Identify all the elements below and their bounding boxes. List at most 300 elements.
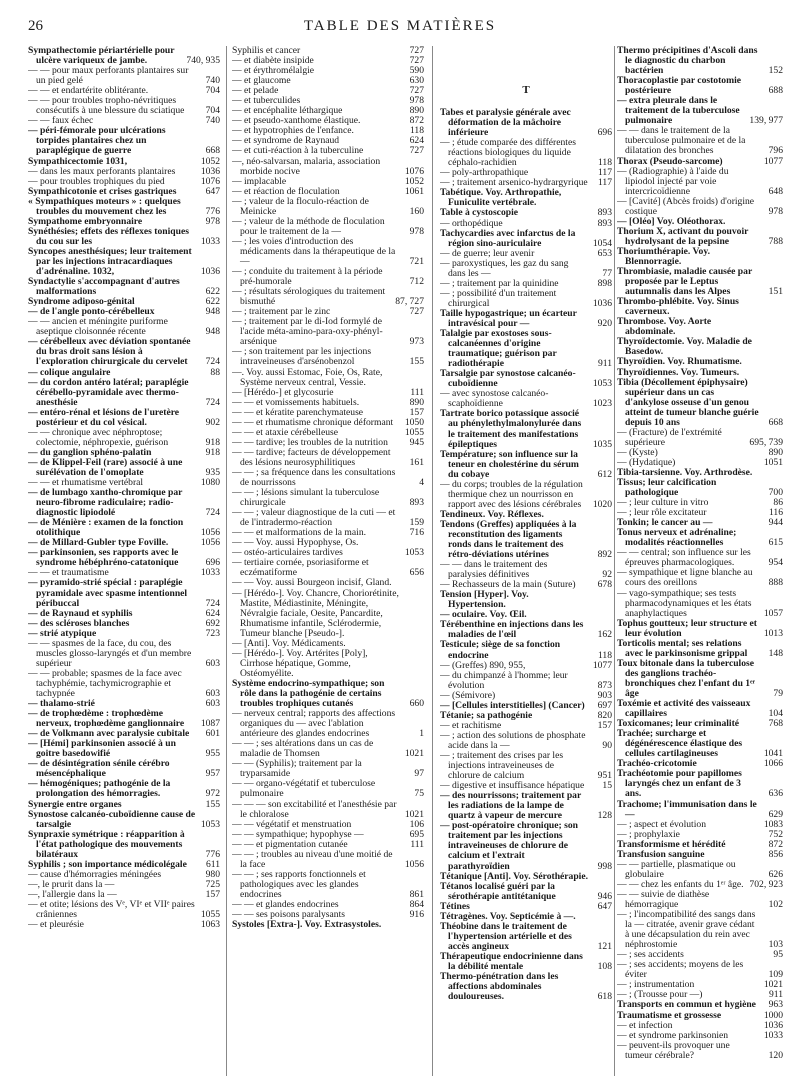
index-entry <box>440 389 612 409</box>
index-entry <box>617 267 783 297</box>
page-number: 26 <box>28 18 43 34</box>
index-entry <box>28 900 220 920</box>
entry-page-ref: 612 <box>597 468 612 480</box>
entry-page-ref: 873 <box>597 679 612 691</box>
entry-page-ref: 116 <box>768 507 783 519</box>
index-entry <box>617 337 783 357</box>
entry-text: — ; étude comparée des différentes réactions biologiques du liquide céphalo-rachidien <box>440 137 576 169</box>
entry-page-ref: 1056 <box>200 527 220 539</box>
entry-page-ref: 700 <box>768 487 783 499</box>
entry-page-ref: 1033 <box>763 1029 783 1041</box>
index-entry <box>617 659 783 699</box>
entry-text: Tibia-tarsienne. Voy. Arthrodèse. <box>617 466 753 478</box>
entry-text: — et pleurésie <box>28 919 84 931</box>
entry-text: — — et malformations de la main. <box>232 527 367 539</box>
entry-text: — et glaucome <box>232 75 291 87</box>
entry-page-ref: 86 <box>773 497 783 509</box>
entry-page-ref: 139, 977 <box>749 115 783 127</box>
entry-text: — [Hérédo-] et glycosurie <box>232 386 334 398</box>
entry-page-ref: 721 <box>409 255 424 267</box>
index-entry <box>617 247 783 267</box>
entry-text: — et syndrome parkinsonien <box>617 1029 729 1041</box>
entry-page-ref: 626 <box>768 868 783 880</box>
index-entry <box>232 589 424 639</box>
index-entry <box>440 309 612 329</box>
entry-text: Tonus nerveux et adrénaline; modalités réactionnelles <box>617 527 737 549</box>
index-entry <box>617 126 783 156</box>
entry-page-ref: 1077 <box>763 155 783 167</box>
entry-text: — — faux échec <box>28 115 94 127</box>
entry-text: — [Hémi] parkinsonien associé à un goitre basedowifié <box>28 738 176 760</box>
entry-page-ref: 1054 <box>592 237 612 249</box>
entry-text: — poly-arthropathique <box>440 167 529 179</box>
entry-page-ref: 118 <box>597 157 612 169</box>
section-letter: T <box>522 84 530 96</box>
entry-text: — et infection <box>617 1019 673 1031</box>
entry-text: — nerveux central; rapports des affections organiques du — avec l'ablation antérieure des glandes endocrines <box>232 708 396 740</box>
entry-page-ref: 118 <box>409 125 424 137</box>
entry-text: Thyroïdiennes. Voy. Tumeurs. <box>617 366 740 378</box>
entry-page-ref: 776 <box>205 848 220 860</box>
entry-page-ref: 15 <box>602 780 612 792</box>
entry-text: — post-opératoire chronique; son traitement par les injections intraveineuses de chlorure de calcium et l'extrait parathyroïdien <box>440 820 578 872</box>
index-entry <box>28 227 220 247</box>
entry-text: — ; prophylaxie <box>617 828 680 840</box>
index-entry <box>440 972 612 1002</box>
entry-page-ref: 601 <box>205 728 220 740</box>
entry-page-ref: 1056 <box>200 537 220 549</box>
index-entry <box>617 960 783 980</box>
entry-text: — et pseudo-xanthome élastique. <box>232 115 361 127</box>
entry-text: — péri-fémorale pour ulcérations torpides plantaires chez un paraplégique de guerre <box>28 125 166 157</box>
entry-page-ref: 647 <box>205 185 220 197</box>
entry-text: Thérapeutique endocrinienne dans la débilité mentale <box>440 950 583 972</box>
entry-page-ref: 963 <box>768 999 783 1011</box>
entry-text: — ; possibilité d'un traitement chirurgical <box>440 287 557 309</box>
index-entry <box>617 910 783 950</box>
column-divider <box>614 46 615 1076</box>
entry-text: — ostéo-articulaires tardives <box>232 547 343 559</box>
entry-page-ref: 624 <box>205 607 220 619</box>
entry-page-ref: 704 <box>205 105 220 117</box>
index-entry <box>440 480 612 510</box>
entry-page-ref: 724 <box>205 396 220 408</box>
entry-page-ref: 148 <box>768 647 783 659</box>
entry-text: — — ; sa fréquence dans les consultations de nourrissons <box>232 466 396 489</box>
entry-text: — — et kératite parenchymateuse <box>232 406 364 418</box>
entry-text: Synéthésies; effets des réflexes toniques du cou sur les <box>28 225 189 247</box>
index-column-1 <box>28 46 220 1076</box>
entry-text: Toxicomanes; leur criminalité <box>617 718 740 730</box>
entry-text: Thoracoplastie par costotomie postérieure <box>617 75 741 97</box>
entry-text: — — pour maux perforants plantaires sur un pied gelé <box>28 65 189 87</box>
page-header <box>28 18 772 40</box>
entry-page-ref: 161 <box>409 456 424 468</box>
entry-page-ref: 725 <box>205 878 220 890</box>
entry-text: — paroxystiques, les gaz du sang dans les — <box>440 257 569 279</box>
entry-page-ref: 1021 <box>404 748 424 760</box>
entry-text: Tendons (Greffes) appliquées à la reconstitution des ligaments ronds dans le traitement des rétro-déviations utérines <box>440 518 577 561</box>
entry-text: — — ancien et méningite puriforme aseptique cloisonnée récente <box>28 316 168 338</box>
entry-page-ref: 603 <box>205 698 220 710</box>
entry-text: Thyroïdien. Voy. Rhumatisme. <box>617 356 742 368</box>
entry-text: Trachome; l'immunisation dans le — <box>617 798 757 820</box>
entry-text: — et tuberculides <box>232 95 301 107</box>
index-entry <box>440 731 612 751</box>
index-entry <box>440 108 612 138</box>
index-entry <box>28 810 220 830</box>
column-divider <box>432 46 433 1076</box>
entry-page-ref: 724 <box>205 356 220 368</box>
index-entry <box>28 458 220 478</box>
entry-text: — — et ataxie cérébelleuse <box>232 426 339 438</box>
entry-text: — et pelade <box>232 85 279 97</box>
entry-page-ref: 916 <box>409 909 424 921</box>
entry-text: — — tardive; facteurs de développement des lésions neurosyphilitiques <box>232 446 391 468</box>
entry-page-ref: 902 <box>205 416 220 428</box>
entry-page-ref: 648 <box>768 185 783 197</box>
index-entry <box>617 428 783 448</box>
entry-page-ref: 1051 <box>763 456 783 468</box>
entry-page-ref: 75 <box>414 788 424 800</box>
entry-text: Tibia (Décollement épiphysaire) supérieur dans un cas d'ankylose osseuse d'un genou atteint de tumeur blanche guérie depuis 10 ans <box>617 376 759 428</box>
index-entry <box>28 830 220 860</box>
index-entry <box>232 850 424 870</box>
index-entry <box>28 277 220 297</box>
index-entry <box>617 890 783 910</box>
entry-page-ref: 1055 <box>200 909 220 921</box>
entry-page-ref: 695 <box>409 828 424 840</box>
entry-text: — — ; ses altérations dans un cas de maladie de Thomsen <box>232 738 374 760</box>
entry-text: Taille hypogastrique; un écarteur intravésical pour — <box>440 307 577 329</box>
entry-text: —, néo-salvarsan, malaria, association morbide nocive <box>232 155 381 177</box>
entry-text: — peuvent-ils provoquer une tumeur cérébrale? <box>617 1039 730 1061</box>
entry-text: — [Oléo] Voy. Oléothorax. <box>617 215 726 227</box>
entry-page-ref: 716 <box>409 527 424 539</box>
entry-page-ref: 723 <box>205 627 220 639</box>
entry-text: Tendineux. Voy. Réflexes. <box>440 508 544 520</box>
entry-page-ref: 653 <box>597 247 612 259</box>
entry-page-ref: 87, 727 <box>395 296 424 308</box>
entry-text: Traumatisme et grossesse <box>617 1009 722 1021</box>
entry-text: Thrombo-phlébite. Voy. Sinus caverneux. <box>617 296 739 318</box>
entry-text: — (Radiographie) à l'aide du lipiodol injecté par voie intercricoïdienne <box>617 165 729 197</box>
entry-page-ref: 611 <box>205 858 220 870</box>
entry-page-ref: 1083 <box>763 818 783 830</box>
entry-text: — ; action des solutions de phosphate acide dans la — <box>440 729 586 751</box>
entry-text: — — chronique avec néphroptose; colectomie, néphropexie, guérison <box>28 426 169 448</box>
entry-text: Systoles [Extra-]. Voy. Extrasystoles. <box>232 919 382 931</box>
entry-text: — et syndrome de Raynaud <box>232 135 340 147</box>
entry-page-ref: 944 <box>768 517 783 529</box>
entry-text: — extra pleurale dans le traitement de la tuberculose pulmonaire <box>617 95 740 127</box>
entry-page-ref: 892 <box>597 549 612 561</box>
index-entry <box>440 188 612 208</box>
entry-page-ref: 1023 <box>592 398 612 410</box>
entry-text: — pyramido-strié spécial : paraplégie pyramidale avec spasme intentionnel péribuccal <box>28 577 188 609</box>
entry-text: Talalgie par exostoses sous-calcanéennes d'origine traumatique; guérison par radiothérapie <box>440 328 557 370</box>
entry-text: — et diabète insipide <box>232 55 314 67</box>
entry-text: — et cuti-réaction à la tuberculine <box>232 145 364 157</box>
entry-text: — — et traumatisme <box>28 567 109 579</box>
entry-page-ref: 890 <box>409 105 424 117</box>
entry-text: — et érythromélalgie <box>232 65 315 77</box>
entry-text: — ; traitement par le zinc <box>232 306 331 318</box>
index-entry <box>28 779 220 799</box>
entry-page-ref: 893 <box>409 497 424 509</box>
entry-text: — du chimpanzé à l'homme; leur évolution <box>440 669 568 691</box>
entry-text: — — suivie de diathèse hémorragique <box>617 888 710 910</box>
index-entry <box>440 138 612 168</box>
entry-text: — ; traitement arsenico-hydrargyrique <box>440 177 588 189</box>
index-entry <box>232 197 424 217</box>
entry-page-ref: 90 <box>602 739 612 751</box>
entry-text: Transformisme et hérédité <box>617 838 726 850</box>
index-entry <box>440 450 612 480</box>
entry-text: Tophus goutteux; leur structure et leur évolution <box>617 617 758 639</box>
entry-text: — pour troubles trophiques du pied <box>28 175 165 187</box>
entry-text: Trachéo-cricotomie <box>617 758 697 770</box>
entry-text: — strié atypique <box>28 627 97 639</box>
entry-text: — thalamo-strié <box>28 698 95 710</box>
entry-text: — (Kyste) <box>617 446 658 458</box>
entry-page-ref: 159 <box>409 517 424 529</box>
index-entry <box>440 590 612 610</box>
entry-page-ref: 888 <box>768 577 783 589</box>
entry-text: — de lumbago xantho-chromique par neuro-fibrome radiculaire; radio-diagnostic lipiodolé <box>28 487 183 519</box>
column-divider <box>226 46 227 1076</box>
index-entry <box>232 508 424 528</box>
entry-text: — entéro-rénal et lésions de l'uretère postérieur et du col vésical. <box>28 406 180 428</box>
entry-page-ref: 117 <box>597 167 612 179</box>
entry-text: — et otite; lésions des Vᵉ, VIᵉ et VIIᵉ paires crâniennes <box>28 898 195 921</box>
entry-text: — (Greffes) 890, 955, <box>440 659 526 671</box>
index-entry <box>617 297 783 317</box>
entry-text: — — — son excitabilité et l'anesthésie par le chloralose <box>232 798 397 820</box>
entry-text: — (Hydatique) <box>617 456 676 468</box>
entry-page-ref: 696 <box>205 557 220 569</box>
index-entry <box>617 197 783 217</box>
entry-text: —, l'allergie dans la — <box>28 888 117 900</box>
entry-text: Toxémie et activité des vaisseaux capillaires <box>617 698 751 720</box>
entry-text: —. Voy. aussi Estomac, Foie, Os, Rate, Système nerveux central, Vessie. <box>232 366 383 388</box>
index-entry <box>232 267 424 287</box>
entry-text: — (Sémivore) <box>440 689 496 701</box>
entry-text: — Rechasseurs de la main (Suture) <box>440 579 576 591</box>
entry-text: Testicule; siège de sa fonction endocrine <box>440 639 561 661</box>
entry-text: — — Voy. aussi Hypophyse, Os. <box>232 537 359 549</box>
entry-text: — [Hérédo-]. Voy. Chancre, Choriorétinite, Mastite, Médiastinite, Méningite, Névralgie faciale, Oesite, Pancardite, Rhumatisme infantile, Sclérodermie, Tumeur blanche [Pseudo-]. <box>232 587 399 639</box>
entry-page-ref: 1036 <box>763 1019 783 1031</box>
entry-page-ref: 712 <box>409 276 424 288</box>
index-entry <box>440 409 612 449</box>
entry-text: — colique angulaire <box>28 366 111 378</box>
index-entry <box>440 922 612 952</box>
index-entry <box>28 378 220 408</box>
index-entry <box>617 46 783 76</box>
index-entry <box>232 157 424 177</box>
entry-page-ref: 893 <box>597 217 612 229</box>
entry-text: — — tardive; les troubles de la nutrition <box>232 436 388 448</box>
entry-page-ref: 861 <box>409 888 424 900</box>
entry-page-ref: 1013 <box>763 627 783 639</box>
index-entry <box>617 639 783 659</box>
index-entry <box>617 1041 783 1061</box>
entry-page-ref: 104 <box>768 708 783 720</box>
entry-text: Sympathectomie périartérielle pour ulcère variqueux de jambe. <box>28 46 175 67</box>
entry-page-ref: 856 <box>768 848 783 860</box>
index-entry <box>440 640 612 660</box>
entry-text: Tarsalgie par synostose calcanéo-cuboïdienne <box>440 368 576 390</box>
entry-text: Synpraxie symétrique : réapparition à l'état pathologique des mouvements bilatéraux <box>28 828 185 860</box>
entry-page-ref: 955 <box>205 748 220 760</box>
entry-text: — ; son traitement par les injections intraveineuses d'arsénobenzol <box>232 346 372 368</box>
entry-page-ref: 102 <box>768 898 783 910</box>
entry-page-ref: 630 <box>409 75 424 87</box>
index-entry <box>232 448 424 468</box>
entry-text: Thrombose. Voy. Aorte abdominale. <box>617 316 712 338</box>
index-column-2 <box>232 46 424 1076</box>
index-entry <box>440 329 612 369</box>
entry-page-ref: 696 <box>597 127 612 139</box>
entry-text: — — et vomissements habituels. <box>232 396 360 408</box>
entry-page-ref: 118 <box>597 649 612 661</box>
index-entry <box>28 920 220 930</box>
entry-text: — de l'angle ponto-cérébelleux <box>28 306 155 318</box>
entry-page-ref: 740 <box>205 75 220 87</box>
entry-page-ref: 79 <box>773 688 783 699</box>
entry-page-ref: 1033 <box>200 567 220 579</box>
entry-page-ref: 162 <box>597 629 612 641</box>
entry-text: Thorax (Pseudo-sarcome) <box>617 155 723 167</box>
entry-text: Température; son influence sur la teneur en cholestérine du sérum du cobaye <box>440 448 579 480</box>
index-entry <box>232 679 424 709</box>
index-entry <box>232 739 424 759</box>
entry-text: Syphilis ; son importance médicolégale <box>28 858 187 870</box>
entry-page-ref: 727 <box>409 306 424 318</box>
entry-page-ref: 893 <box>597 207 612 219</box>
entry-page-ref: 603 <box>205 657 220 669</box>
entry-text: — ; traitement par le di-Iod formylé de l'acide méta-amino-para-oxy-phényl-arsénique <box>232 316 383 348</box>
entry-text: Tétanos localisé guéri par la sérothérapie antitétanique <box>440 880 556 902</box>
entry-text: — implacable <box>232 175 287 187</box>
entry-text: Trachée; surcharge et dégénérescence élastique des cellules cartilagineuses <box>617 728 743 760</box>
entry-page-ref: 820 <box>597 709 612 721</box>
entry-text: Syphilis et cancer <box>232 46 301 56</box>
entry-text: — — ; ses rapports fonctionnels et pathologiques avec les glandes endocrines <box>232 868 366 900</box>
entry-text: — cérébelleux avec déviation spontanée du bras droit sans lésion à l'exploration chirurgicale du cervelet <box>28 336 191 368</box>
entry-text: Térébenthine en injections dans les maladies de l'œil <box>440 619 584 641</box>
index-entry <box>232 368 424 388</box>
entry-text: — ; ses accidents <box>617 949 684 961</box>
entry-text: Torticolis mental; ses relations avec le parkinsonisme grippal <box>617 637 748 659</box>
entry-text: — sympathique et ligne blanche au cours des oreillons <box>617 567 753 589</box>
entry-text: — de Millard-Gubler type Foville. <box>28 537 169 549</box>
index-entry <box>617 800 783 820</box>
entry-page-ref: 629 <box>768 808 783 820</box>
entry-page-ref: 776 <box>205 205 220 217</box>
entry-page-ref: 890 <box>768 446 783 458</box>
entry-text: Thermo-pénétration dans les affections abdominales douloureuses. <box>440 971 559 1003</box>
index-entry <box>440 259 612 279</box>
index-entry <box>440 520 612 560</box>
entry-page-ref: 911 <box>768 989 783 1001</box>
entry-page-ref: 647 <box>597 900 612 912</box>
entry-text: — et hypotrophies de l'enfance. <box>232 125 354 137</box>
entry-page-ref: 973 <box>409 336 424 348</box>
entry-page-ref: 1053 <box>200 818 220 830</box>
entry-text: Sympathome embryonnaire <box>28 215 143 227</box>
entry-page-ref: 155 <box>205 798 220 810</box>
entry-text: — ; traitement des crises par les injections intraveineuses de chlorure de calcium <box>440 750 564 782</box>
index-entry <box>617 227 783 247</box>
entry-page-ref: 1036 <box>200 266 220 278</box>
index-entry <box>617 548 783 568</box>
entry-page-ref: 948 <box>205 306 220 318</box>
entry-text: — de Klippel-Feil (rare) associé à une surélévation de l'omoplate <box>28 456 183 478</box>
index-entry <box>440 671 612 691</box>
entry-page-ref: 872 <box>409 115 424 127</box>
index-entry <box>440 791 612 821</box>
entry-page-ref: 660 <box>409 698 424 710</box>
entry-page-ref: 978 <box>205 215 220 227</box>
entry-text: — — spasmes de la face, du cou, des muscles glosso-laryngés et d'un membre supérieur <box>28 637 192 669</box>
entry-page-ref: 111 <box>410 386 424 398</box>
entry-text: — (Fracture) de l'extrémité supérieure <box>617 426 722 448</box>
entry-text: — du cordon antéro latéral; paraplégie cérébello-pyramidale avec thermo-anesthésie <box>28 376 189 408</box>
entry-text: Trachéotomie pour papillomes laryngés chez un enfant de 3 ans. <box>617 768 742 800</box>
entry-text: — digestive et insuffisance hépatique <box>440 780 585 792</box>
entry-text: — et encéphalite léthargique <box>232 105 343 117</box>
entry-text: Tabes et paralysie générale avec déformation de la mâchoire inférieure <box>440 107 571 139</box>
entry-text: Thermo précipitines d'Ascoli dans le diagnostic du charbon bactérien <box>617 46 758 77</box>
entry-page-ref: 77 <box>602 267 612 279</box>
entry-text: — avec synostose calcanéo-scaphoïdienne <box>440 388 549 410</box>
entry-text: — et rachitisme <box>440 719 502 731</box>
entry-text: Tétanique [Anti]. Voy. Sérothérapie. <box>440 870 588 882</box>
entry-page-ref: 688 <box>768 85 783 97</box>
entry-text: Table à cystoscopie <box>440 207 518 219</box>
entry-text: Tonkin; le cancer au — <box>617 517 713 529</box>
entry-text: — — ; lésions simulant la tuberculose chirurgicale <box>232 487 380 509</box>
entry-page-ref: 1053 <box>404 547 424 559</box>
entry-text: — tertiaire cornée, psoriasiforme et eczématiforme <box>232 557 369 579</box>
index-entry <box>617 378 783 428</box>
entry-text: Syndrome adiposo-génital <box>28 296 135 308</box>
index-entry <box>28 126 220 156</box>
entry-text: — — chez les enfants du 1ᵉʳ âge. <box>617 878 744 890</box>
entry-page-ref: 1050 <box>404 416 424 428</box>
entry-page-ref: 590 <box>409 65 424 77</box>
entry-page-ref: 752 <box>768 828 783 840</box>
entry-page-ref: 1055 <box>404 426 424 438</box>
entry-text: Sympathicotonie et crises gastriques <box>28 185 177 197</box>
index-entry <box>28 518 220 538</box>
entry-page-ref: 668 <box>205 145 220 157</box>
index-entry <box>617 729 783 759</box>
entry-page-ref: 622 <box>205 286 220 298</box>
entry-page-ref: 768 <box>768 718 783 730</box>
index-entry <box>440 821 612 871</box>
index-entry: — — ; sa fréquence dans les consultations de nourrissons 4 <box>232 466 424 489</box>
entry-text: Tétragènes. Voy. Septicémie à —. <box>440 910 576 922</box>
page-title: TABLE DES MATIÈRES <box>303 18 497 34</box>
entry-page-ref: 704 <box>205 85 220 97</box>
entry-text: — — végétatif et menstruation <box>232 818 352 830</box>
entry-page-ref: 1021 <box>404 808 424 820</box>
entry-page-ref: 151 <box>768 286 783 298</box>
entry-page-ref: 911 <box>597 358 612 370</box>
